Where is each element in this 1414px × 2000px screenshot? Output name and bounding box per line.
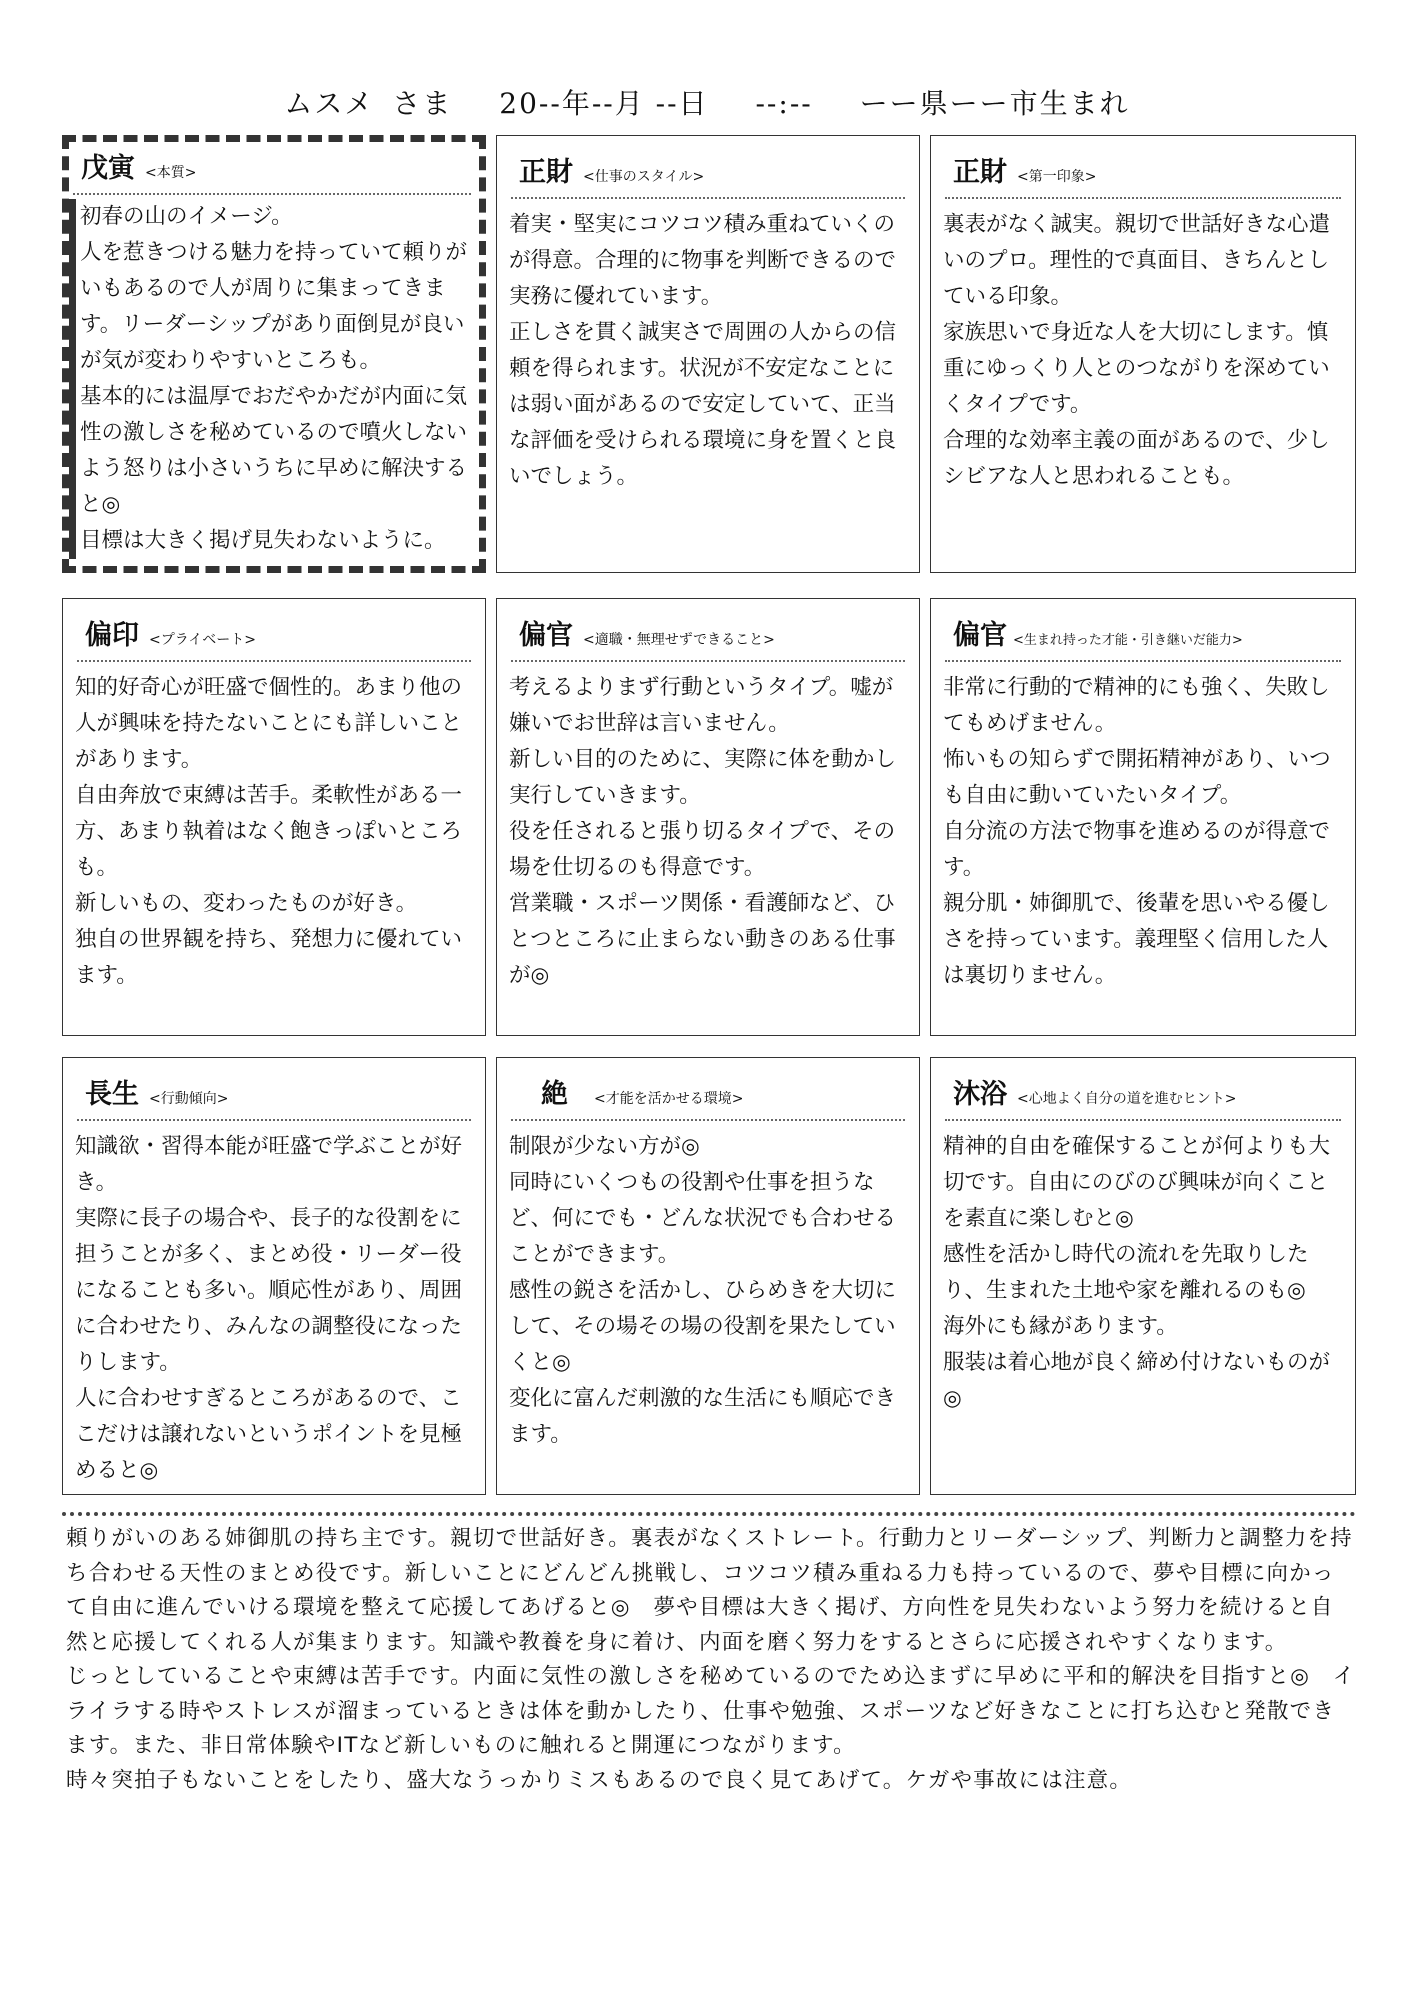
box-behavior bbox=[62, 1057, 486, 1495]
box-line: 制限が少ない方が◎ bbox=[509, 1134, 700, 1159]
box-kanji: 絶 bbox=[541, 1079, 568, 1110]
box-subtitle: <プライベート> bbox=[149, 632, 257, 648]
box-subtitle: <本質> bbox=[145, 165, 197, 181]
box-kanji: 正財 bbox=[519, 157, 573, 188]
box-suitable-job bbox=[496, 598, 920, 1036]
box-subtitle: <行動傾向> bbox=[149, 1091, 229, 1107]
box-body bbox=[75, 670, 473, 994]
box-work-style bbox=[496, 135, 920, 573]
box-line: 知識欲・習得本能が旺盛で学ぶことが好き。 bbox=[75, 1134, 463, 1195]
box-private bbox=[62, 598, 486, 1036]
box-line: 営業職・スポーツ関係・看護師など、ひとつところに止まらない動きのある仕事が◎ bbox=[509, 891, 896, 988]
box-body bbox=[509, 670, 907, 994]
box-first-impression bbox=[930, 135, 1356, 573]
summary-paragraph: 時々突拍子もないことをしたり、盛大なうっかりミスもあるので良く見てあげて。ケガや事故には注意。 bbox=[66, 1767, 1133, 1793]
box-line: 変化に富んだ刺激的な生活にも順応できます。 bbox=[509, 1386, 897, 1447]
box-header bbox=[77, 1072, 471, 1121]
box-line: 自由奔放で束縛は苦手。柔軟性がある一方、あまり執着はなく飽きっぽいところも。 bbox=[75, 783, 463, 880]
box-line: 精神的自由を確保することが何よりも大切です。自由にのびのび興味が向くことを素直に楽しむと◎ bbox=[943, 1134, 1331, 1231]
box-kanji: 長生 bbox=[85, 1079, 139, 1110]
box-kanji: 戊寅 bbox=[81, 153, 135, 184]
box-environment bbox=[496, 1057, 920, 1495]
box-body bbox=[69, 199, 475, 559]
box-line: 新しい目的のために、実際に体を動かし実行していきます。 bbox=[509, 747, 897, 808]
box-hint bbox=[930, 1057, 1356, 1495]
header-birthplace: ーー県ーー市生まれ bbox=[859, 87, 1130, 120]
box-body bbox=[943, 207, 1343, 495]
box-line: 役を任されると張り切るタイプで、その場を仕切るのも得意です。 bbox=[509, 819, 896, 880]
box-line: 親分肌・姉御肌で、後輩を思いやる優しさを持っています。義理堅く信用した人は裏切りません。 bbox=[943, 891, 1330, 988]
box-header bbox=[77, 613, 471, 662]
summary bbox=[66, 1522, 1356, 1798]
box-line: 着実・堅実にコツコツ積み重ねていくのが得意。合理的に物事を判断できるので実務に優れています。 bbox=[509, 212, 897, 309]
box-line: 考えるよりまず行動というタイプ。嘘が嫌いでお世辞は言いません。 bbox=[509, 675, 894, 736]
box-body bbox=[509, 207, 907, 495]
box-line: 知的好奇心が旺盛で個性的。あまり他の人が興味を持たないことにも詳しいことがあります。 bbox=[75, 675, 463, 772]
box-line: 実際に長子の場合や、長子的な役割をに担うことが多く、まとめ役・リーダー役になることも多い。順応性があり、周囲に合わせたり、みんなの調整役になったりします。 bbox=[75, 1206, 463, 1375]
box-subtitle: <生まれ持った才能・引き継いだ能力> bbox=[1013, 633, 1243, 648]
box-line: 人に合わせすぎるところがあるので、ここだけは譲れないというポイントを見極めると◎ bbox=[75, 1386, 463, 1483]
summary-paragraph: じっとしていることや束縛は苦手です。内面に気性の激しさを秘めているのでため込まずに早めに平和的解決を目指すと◎ イライラする時やストレスが溜まっているときは体を動かしたり、仕事や勉強、スポーツなど好きなことに打ち込むと発散できます。また、非日常体験やITなど新しいものに触れると開運につながります。 bbox=[66, 1664, 1356, 1758]
header-date: 20--年--月 --日 bbox=[499, 87, 709, 120]
box-line: 合理的な効率主義の面があるので、少しシビアな人と思われることも。 bbox=[943, 428, 1330, 489]
box-line: 裏表がなく誠実。親切で世話好きな心遣いのプロ。理性的で真面目、きちんとしている印象。 bbox=[943, 212, 1331, 309]
box-kanji: 偏印 bbox=[85, 620, 139, 651]
box-line: 服装は着心地が良く締め付けないものが◎ bbox=[943, 1350, 1331, 1411]
box-line: 非常に行動的で精神的にも強く、失敗してもめげません。 bbox=[943, 675, 1330, 736]
box-subtitle: <心地よく自分の道を進むヒント> bbox=[1017, 1091, 1237, 1107]
header-honorific: さま bbox=[392, 87, 453, 120]
box-line: 感性を活かし時代の流れを先取りしたり、生まれた土地や家を離れるのも◎ 海外にも縁があります。 bbox=[943, 1242, 1328, 1339]
box-header bbox=[511, 613, 905, 662]
box-kanji: 正財 bbox=[953, 157, 1007, 188]
box-body bbox=[75, 1129, 473, 1489]
box-body bbox=[943, 1129, 1343, 1417]
box-line: 独自の世界観を持ち、発想力に優れています。 bbox=[75, 927, 463, 988]
header-name: ムスメ bbox=[284, 87, 375, 120]
box-header bbox=[945, 150, 1341, 199]
box-kanji: 偏官 bbox=[519, 620, 573, 651]
box-subtitle: <才能を活かせる環境> bbox=[594, 1091, 744, 1107]
box-header bbox=[511, 150, 905, 199]
box-line: 家族思いで身近な人を大切にします。慎重にゆっくり人とのつながりを深めていくタイプです。 bbox=[943, 320, 1330, 417]
box-header bbox=[945, 613, 1341, 662]
box-subtitle: <第一印象> bbox=[1017, 169, 1097, 185]
box-body bbox=[943, 670, 1343, 994]
box-subtitle: <仕事のスタイル> bbox=[583, 169, 705, 185]
box-line: 基本的には温厚でおだやかだが内面に気性の激しさを秘めているので噴火しないよう怒りは小さいうちに早めに解決すると◎ bbox=[69, 379, 475, 523]
box-line: 目標は大きく掲げ見失わないように。 bbox=[69, 523, 475, 559]
box-line: 感性の鋭さを活かし、ひらめきを大切にして、その場その場の役割を果たしていくと◎ bbox=[509, 1278, 897, 1375]
section-divider bbox=[62, 1512, 1356, 1516]
summary-paragraph: 頼りがいのある姉御肌の持ち主です。親切で世話好き。裏表がなくストレート。行動力とリーダーシップ、判断力と調整力を持ち合わせる天性のまとめ役です。新しいことにどんどん挑戦し、コツコツ積み重ねる力も持っているので、夢や目標に向かって自由に進んでいける環境を整えて応援してあげると◎ 夢や目標は大きく掲げ、方向性を見失わないよう努力を続けると自然と応援してくれる人が集まります。知識や教養を身に着け、内面を磨く努力をするとさらに応援されやすくなります。 bbox=[66, 1526, 1353, 1655]
box-line: 人を惹きつける魅力を持っていて頼りがいもあるので人が周りに集まってきます。リーダーシップがあり面倒見が良いが気が変わりやすいところも。 bbox=[69, 235, 475, 379]
box-header bbox=[73, 146, 471, 195]
box-line: 正しさを貫く誠実さで周囲の人からの信頼を得られます。状況が不安定なことには弱い面があるので安定していて、正当な評価を受けられる環境に身を置くと良いでしょう。 bbox=[509, 320, 897, 489]
box-body bbox=[509, 1129, 907, 1453]
box-header bbox=[511, 1072, 905, 1121]
box-line: 初春の山のイメージ。 bbox=[69, 199, 475, 235]
box-subtitle: <適職・無理せずできること> bbox=[583, 632, 775, 648]
header bbox=[0, 82, 1414, 122]
box-line: 新しいもの、変わったものが好き。 bbox=[75, 891, 418, 916]
box-kanji: 偏官 bbox=[953, 620, 1007, 651]
box-header bbox=[945, 1072, 1341, 1121]
box-innate-talent bbox=[930, 598, 1356, 1036]
header-time: --:-- bbox=[755, 87, 813, 120]
box-line: 同時にいくつもの役割や仕事を担うなど、何にでも・どんな状況でも合わせることができます。 bbox=[509, 1170, 897, 1267]
box-line: 怖いもの知らずで開拓精神があり、いつも自由に動いていたいタイプ。 bbox=[943, 747, 1331, 808]
box-essence bbox=[62, 135, 486, 573]
box-kanji: 沐浴 bbox=[953, 1079, 1007, 1110]
box-line: 自分流の方法で物事を進めるのが得意です。 bbox=[943, 819, 1331, 880]
